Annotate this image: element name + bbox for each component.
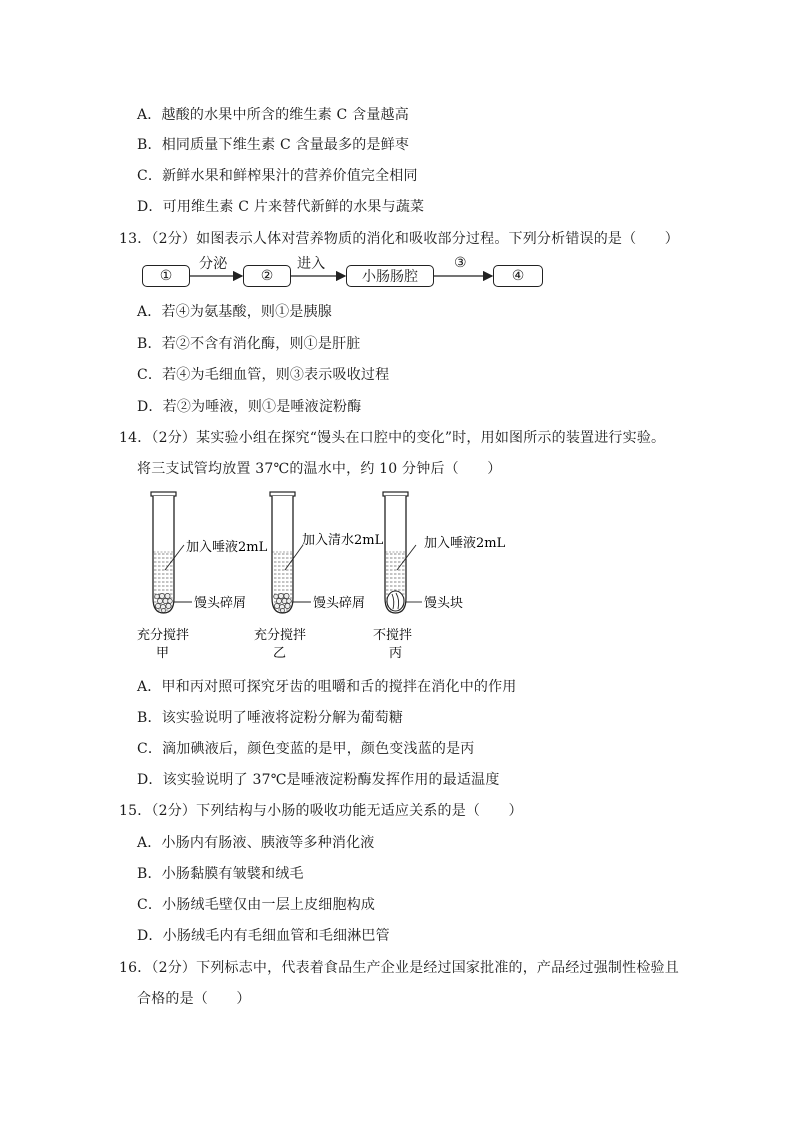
q14-option-b: B．该实验说明了唾液将淀粉分解为葡萄糖: [137, 710, 404, 726]
tube-yi-liquid-label: 加入清水2mL: [302, 533, 384, 548]
flow-box-3: 小肠肠腔: [346, 265, 434, 287]
tube-yi-solid-label: 馒头碎屑: [313, 596, 366, 611]
q13-option-d: D．若②为唾液，则①是唾液淀粉酶: [137, 399, 362, 415]
tube-jia-solid-label: 馒头碎屑: [194, 596, 247, 611]
tube-jia-stir-label: 充分搅拌: [137, 628, 190, 643]
q12-option-c: C．新鲜水果和鲜榨果汁的营养价值完全相同: [137, 168, 418, 184]
q15-option-c: C．小肠绒毛壁仅由一层上皮细胞构成: [137, 897, 376, 913]
q14-stem-line2: 将三支试管均放置 37℃的温水中，约 10 分钟后（ ）: [137, 461, 502, 477]
flow-arrow-label-2: 进入: [297, 256, 326, 272]
q13-option-b: B．若②不含有消化酶，则①是肝脏: [137, 336, 361, 352]
tube-bing: [383, 492, 422, 613]
q13-option-c: C．若④为毛细血管，则③表示吸收过程: [137, 367, 390, 383]
tube-bing-solid-label: 馒头块: [424, 596, 464, 611]
tube-bing-name: 丙: [389, 646, 403, 661]
flow-arrow-label-3: ③: [454, 255, 467, 271]
q14-option-a: A．甲和丙对照可探究牙齿的咀嚼和舌的搅拌在消化中的作用: [137, 679, 517, 695]
bread-block-bing: [387, 591, 404, 611]
q15-option-d: D．小肠绒毛内有毛细血管和毛细淋巴管: [137, 928, 390, 944]
tube-bing-stir-label: 不搅拌: [373, 628, 413, 643]
tube-yi: [270, 492, 311, 613]
tube-yi-stir-label: 充分搅拌: [254, 628, 307, 643]
tube-jia-liquid-label: 加入唾液2mL: [186, 540, 268, 555]
test-tube-diagram: [130, 488, 530, 663]
q15-stem: 15．（2分）下列结构与小肠的吸收功能无适应关系的是（ ）: [119, 803, 523, 819]
q13-option-a: A．若④为氨基酸，则①是胰腺: [137, 304, 332, 320]
q16-stem-line2: 合格的是（ ）: [137, 991, 251, 1007]
flow-box-1: ①: [142, 265, 190, 287]
tube-jia-name: 甲: [156, 646, 170, 661]
flow-box-4: ④: [493, 265, 543, 287]
q14-option-d: D．该实验说明了 37℃是唾液淀粉酶发挥作用的最适温度: [137, 772, 500, 788]
q16-stem-line1: 16．（2分）下列标志中，代表着食品生产企业是经过国家批准的，产品经过强制性检验且: [119, 960, 679, 976]
q15-option-a: A．小肠内有肠液、胰液等多种消化液: [137, 835, 375, 851]
q12-option-a: A．越酸的水果中所含的维生素 C 含量越高: [137, 107, 409, 123]
flow-arrow-label-1: 分泌: [199, 256, 228, 272]
flow-box-2: ②: [243, 265, 291, 287]
q13-stem: 13．（2分）如图表示人体对营养物质的消化和吸收部分过程。下列分析错误的是（ ）: [119, 231, 679, 247]
q15-option-b: B．小肠黏膜有皱襞和绒毛: [137, 866, 304, 882]
tube-bing-liquid-label: 加入唾液2mL: [424, 536, 506, 551]
q12-option-d: D．可用维生素 C 片来替代新鲜的水果与蔬菜: [137, 199, 425, 215]
tube-yi-name: 乙: [273, 646, 287, 661]
flow-arrows: [0, 0, 794, 300]
q14-option-c: C．滴加碘液后，颜色变蓝的是甲，颜色变浅蓝的是丙: [137, 741, 475, 757]
q14-stem-line1: 14．（2分）某实验小组在探究“馒头在口腔中的变化”时，用如图所示的装置进行实验。: [119, 430, 666, 446]
q12-option-b: B．相同质量下维生素 C 含量最多的是鲜枣: [137, 137, 410, 153]
